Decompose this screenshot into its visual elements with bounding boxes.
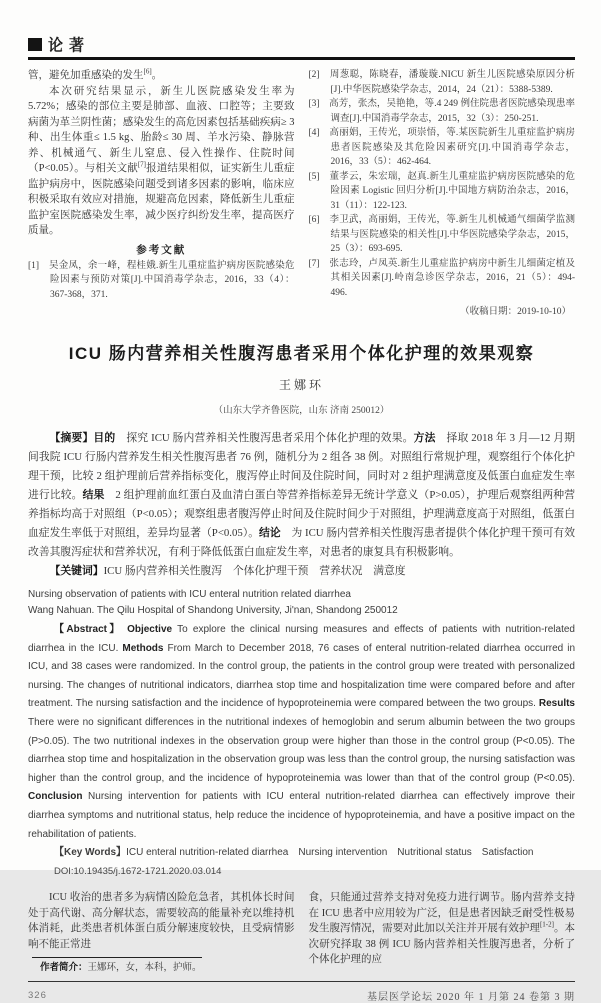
intro-paragraph-left: ICU 收治的患者多为病情凶险危急者，其机体长时间处于高代谢、高分解状态，需要较高的能量补充以维持机体消耗，此类患者机体蛋白质分解速度较快，且受病情影响不能正常进 (28, 892, 295, 950)
abstract-en-label: Methods (122, 642, 164, 654)
section-marker-icon (28, 38, 42, 51)
paragraph-text: 本次研究结果显示，新生儿医院感染发生率为 5.72%；感染的部位主要是肺部、血液、口腔等；主要致病菌为革兰阴性菌；感染发生的高危因素包括基础疾病≥ 3 种、出生体重≤ 1.5 kg、胎龄≤ 30 周、羊水污染、静脉营养、机械通气、新生儿窒息、侵入性操作、住院时间（P<0.05）。与相关文献 (28, 85, 295, 174)
bio-rule (32, 957, 202, 958)
citation-superscript: [7] (137, 160, 147, 169)
abstract-chinese (28, 429, 575, 562)
abstract-en-text: From March to December 2018, 76 cases of enteral nutrition-related diarrhea occurred in ICU, and 38 cases were randomized. In the control group, the patients in the control group were treated with personalized nursing. The changes of nutritional indicators, diarrhea stop time and hospitalization time were compared before and after treatment. The nursing satisfaction and the incidence of hypoproteinemia were compared between the two groups. (28, 642, 575, 710)
abstract-text: 择取 2018 年 3 月—12 月期间我院 ICU 行肠内营养发生相关性腹泻患者 76 例，随机分为 2 组各 38 例。对照组行常规护理，观察组行个体化护理干预，比较 2 组护理前后营养指标变化，腹泻停止时间及住院时间，同时对 2 组护理满意度及低蛋白血症发生率进行比较。 (28, 432, 576, 501)
citation-superscript: [1-2] (539, 920, 554, 929)
prev-article-right-column (309, 68, 576, 317)
abstract-en-label: Results (538, 698, 575, 710)
abstract-text: 探究 ICU 肠内营养相关性腹泻患者采用个体化护理的效果。 (115, 432, 414, 444)
body-left-column (28, 890, 295, 975)
author-english: Wang Nahuan. The Qilu Hospital of Shandong University, Ji'nan, Shandong 250012 (28, 605, 398, 616)
reference-item: [1] 吴金凤，余一峰，程桂娥.新生儿重症监护病房医院感染危险因素与预防对策[J].中国消毒学杂志，2016，33（4）：367-368，371. (28, 260, 295, 300)
abstract-en-text: Nursing intervention for patients with ICU enteral nutrition-related diarrhea can effectively improve their diarrhea symptoms and nutritional status, help reduce the incidence of hypoproteinemia, and have a positive impact on the rehabilitation of patients. (28, 791, 575, 840)
abstract-text: 2 组护理前血红蛋白及血清白蛋白等营养指标差异无统计学意义（P>0.05），护理后观察组两种营养指标均高于对照组（P<0.05）；观察组患者腹泻停止时间及住院时间少于对照组，护理满意度高于对照组，低蛋白血症发生率低于对照组，差异均显著（P<0.05）。 (28, 489, 576, 539)
section-label: 论著 (48, 36, 91, 54)
keywords-en-label: 【Key Words】 (54, 847, 127, 859)
bio-label: 作者简介： (40, 963, 88, 974)
reference-item: [4] 高丽娟，王传光，项崇悟，等.某医院新生儿重症监护病房患者医院感染及其危险因素研究[J].中国消毒学杂志，2016，33（5）：462-464. (308, 128, 575, 167)
references-heading: 参考文献 (136, 244, 187, 256)
paragraph-text: 。 (151, 70, 163, 81)
page-footer (28, 988, 575, 1003)
author-name: 王娜环 (278, 378, 324, 392)
prev-article-paragraph (28, 84, 295, 239)
paragraph-text: 。本次研究择取 38 例 ICU 肠内营养相关性腹泻患者，分析了个体化护理的应 (308, 923, 576, 966)
reference-item: [3] 高芳，张杰，吴艳艳，等.4 249 例住院患者医院感染现患率调查[J].中国消毒学杂志，2015，32（3）：250-251. (308, 99, 575, 124)
paragraph-text: 管，避免加重感染的发生 (28, 70, 144, 81)
previous-article-section (28, 68, 575, 317)
article-title: ICU 肠内营养相关性腹泻患者采用个体化护理的效果观察 (68, 344, 535, 363)
abstract-en-label: 【Abstract】 Objective (54, 624, 173, 635)
body-right-column (309, 890, 576, 975)
paragraph-text: 报道结果相似，证实新生儿重症监护病房中，医院感染问题受到诸多因素的影响，临床应积极采取有效应对措施，规避高危因素，降低新生儿重症监护室医院感染发生率，减少医疗纠纷发生率，提高医疗质量。 (28, 163, 295, 236)
article-body-section (28, 890, 575, 975)
page-header (28, 34, 575, 54)
abstract-text: 为 ICU 肠内营养相关性腹泻患者提供个体化护理干预可有效改善其腹泻症状和营养状况，有利于降低低蛋白血症发生率，对患者的康复具有积极影响。 (28, 527, 575, 558)
receipt-date: （收稿日期：2019-10-10） (460, 307, 571, 317)
keywords-label: 【关键词】 (49, 565, 104, 577)
reference-item: [5] 董孝云，朱宏瑞，赵真.新生儿重症监护病房医院感染的危险因素 Logistic 回归分析[J].中国地方病防治杂志，2016，31（11）：122-123. (308, 171, 575, 211)
keywords-english (28, 844, 575, 862)
abstract-label: 结果 (82, 489, 105, 501)
keywords-en-text: ICU enteral nutrition-related diarrhea Nursing intervention Nutritional status Satisfaction (126, 847, 534, 859)
paragraph-text: 食，只能通过营养支持对免疫力进行调节。肠内营养支持在 ICU 患者中应用较为广泛，但是患者因缺乏耐受性极易发生腹泻情况，需要对此加以关注并开展有效护理 (308, 892, 575, 935)
journal-footer: 基层医学论坛 2020 年 1 月第 24 卷第 3 期 (367, 992, 575, 1003)
header-rule (28, 57, 575, 60)
reference-item: [7] 张志玲，卢凤英.新生儿重症监护病房中新生儿细菌定植及其相关因素[J].岭南急诊医学杂志，2016，21（5）：494-496. (308, 258, 575, 298)
citation-superscript: [6] (143, 67, 152, 76)
abstract-label: 【摘要】目的 (49, 432, 116, 444)
abstract-label: 结论 (259, 527, 281, 539)
reference-item: [6] 李卫武，高丽娟，王传光，等.新生儿机械通气细菌学监测结果与医院感染的相关性[J].中华医院感染学杂志，2015，25（3）：693-695. (308, 215, 575, 254)
abstract-en-label: Conclusion (28, 791, 83, 803)
abstract-label: 方法 (413, 432, 436, 444)
bio-text: 王娜环，女，本科，护师。 (87, 963, 202, 974)
doi: DOI:10.19435/j.1672-1721.2020.03.014 (54, 866, 222, 878)
abstract-en-text: To explore the clinical nursing measures and effects of patients with nutrition-related diarrhea in the ICU. (28, 624, 575, 654)
abstract-english (28, 621, 575, 844)
intro-paragraph-right (309, 890, 576, 968)
prev-article-left-column (28, 68, 295, 317)
footer-rule (28, 981, 575, 982)
page-number: 326 (28, 990, 47, 1002)
keywords-chinese (28, 562, 575, 581)
reference-item: [2] 周葱聪，陈晓春，潘璇璇.NICU 新生儿医院感染原因分析[J].中华医院感染学杂志，2014，24（21）：5388-5389. (308, 70, 575, 95)
title-english: Nursing observation of patients with ICU enteral nutrition related diarrhea (28, 589, 351, 600)
keywords-text: ICU 肠内营养相关性腹泻 个体化护理干预 营养状况 满意度 (103, 565, 406, 577)
prev-article-paragraph (28, 68, 295, 84)
abstract-en-text: There were no significant differences in the nutritional indexes of hemoglobin and serum albumin between the two groups (P>0.05). The two nutritional indexes in the observation group were higher than those in the control group (P<0.05). The diarrhea stop time and hospitalization in the observation group was less than the control group, the nursing satisfaction was higher than the control group, and the incidence of hypoproteinemia was lower than that of the control group (P<0.05). (28, 716, 575, 784)
author-affiliation: （山东大学齐鲁医院，山东 济南 250012） (213, 406, 390, 416)
author-bio (28, 961, 295, 975)
